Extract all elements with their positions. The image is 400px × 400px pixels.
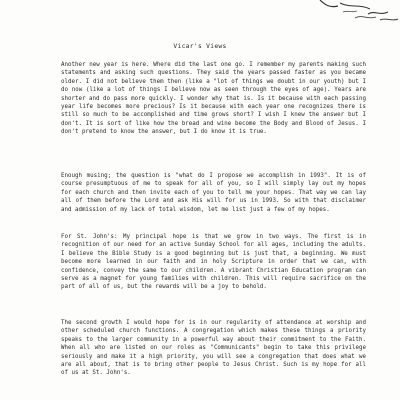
paragraph-st-johns-first-hope: For St. John's: My principal hope is that we grow in two ways. The first is in recognition of our need for an active Sunday School for all ages, including the adults. I believe the Bible Study is a good beginning but is just that, a beginning. We must become more learned in our faith and in holy Scripture in order that we can, with confidence, convey the same to our children. A vibrant Christian Education program can serve as a magnet for young families with children. This will require sacrifice on the part of all of us, but the rewards will be a joy to behold.	[61, 234, 366, 291]
header-decoration	[280, 0, 400, 30]
paragraph-new-year: Another new year is here. Where did the last one go. I remember my parents making such statements and asking such questions. They said the years passed faster as you became older. I did not believe them then (like a "lot of things we doubt in our youth) but I do now (like a lot of things I believe now as seen through the eyes of age). Years are shorter and do pass more quickly. I wonder why that is. Is it because with each passing year life becomes more precious? Is it because with each year one recognizes there is still so much to be accomplished and time grows short? I wish I knew the answer but I don't. It is sort of like how the bread and wine become the Body and Blood of Jesus. I don't pretend to know the answer, but I do know it is true.	[61, 62, 366, 136]
paragraph-hopes-1993: Enough musing; the question is "what do I propose we accomplish in 1993". It is of course presumptuous of me to speak for all of you, so I will simply lay out my hopes for each church and then invite each of you to tell me your hopes. That way we can lay all of them before the Lord and ask His will for us in 1993. So with that disclaimer and admission of my lack of total wisdom, let me list just a few of my hopes.	[61, 173, 366, 213]
paragraph-second-growth: The second growth I would hope for is in our regularity of attendance at worship and other scheduled church functions. A congregation which makes these things a priority speaks to the larger community in a powerful way about their commitment to the Faith. When all who are listed on our roles as "Communicants" begin to take this privilege seriously and make it a high priority, you will see a congregation that does what we are all about, that is to bring other people to Jesus Christ. Such is my hope for all of us at St. John's.	[61, 320, 366, 377]
article-title: Vicar's Views	[173, 43, 227, 50]
